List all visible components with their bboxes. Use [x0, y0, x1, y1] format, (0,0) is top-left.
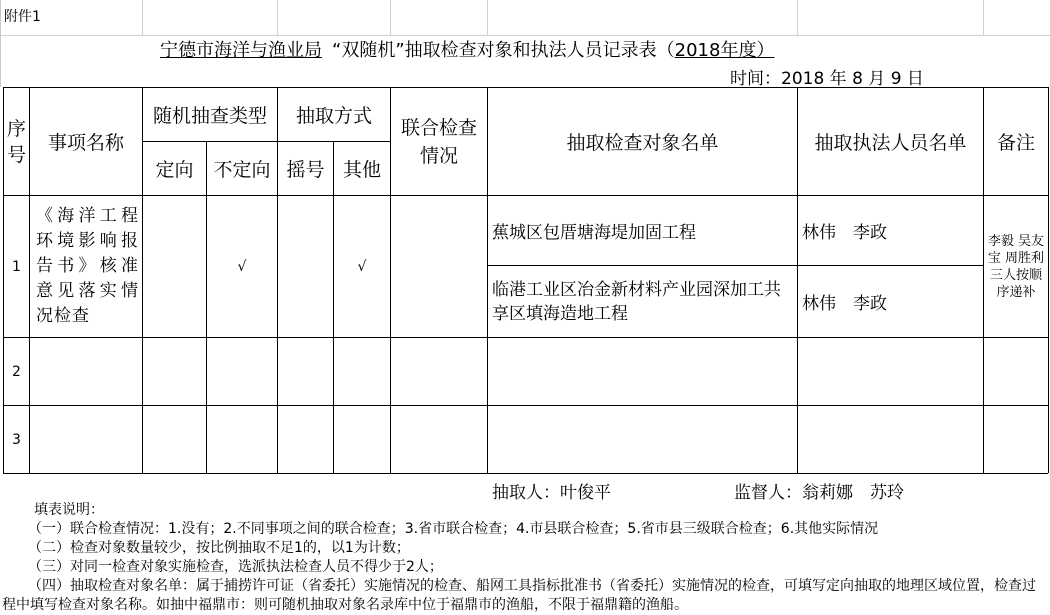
row-2-seq: 2 — [12, 363, 21, 380]
title-org: 宁德市海洋与渔业局 — [160, 40, 322, 61]
header-other: 其他 — [342, 159, 381, 181]
row-1-officers-1: 林伟 李政 — [802, 223, 887, 243]
notes-section — [2, 501, 1043, 615]
note-3: （三）对同一检查对象实施检查，选派执法检查人员不得少于2人； — [28, 559, 443, 575]
header-undirected: 不定向 — [213, 159, 271, 181]
header-random-type: 随机抽查类型 — [152, 105, 267, 127]
header-item-name: 事项名称 — [47, 132, 124, 154]
row-1-remarks: 李毅 吴友宝 周胜利三人按顺序递补 — [987, 233, 1045, 300]
header-joint: 联合检查情况 — [400, 116, 477, 167]
row-1-officers-2: 林伟 李政 — [802, 294, 887, 314]
row-1-other-mark: √ — [357, 258, 367, 275]
row-1-item: 《海洋工程环境影响报告书》核准意见落实情况检查 — [36, 206, 139, 326]
notes-heading: 填表说明： — [34, 502, 104, 518]
row-1-undirected-mark: √ — [237, 258, 247, 275]
note-1: （一）联合检查情况：1.没有；2.不同事项之间的联合检查；3.省市联合检查；4.市县联合检查；5.省市县三级联合检查；6.其他实际情况 — [28, 521, 879, 537]
header-remarks: 备注 — [996, 132, 1035, 154]
header-directed: 定向 — [155, 159, 194, 181]
attachment-label: 附件1 — [4, 9, 41, 25]
date-label: 时间： — [730, 69, 781, 89]
supervisor: 监督人：翁莉娜 苏玲 — [734, 483, 904, 503]
date-value: 2018 年 8 月 9 日 — [781, 69, 924, 89]
header-seq: 序号 — [6, 117, 26, 166]
row-1-seq: 1 — [12, 258, 21, 275]
title-year: 2018年度） — [674, 40, 775, 61]
header-officers: 抽取执法人员名单 — [814, 132, 967, 154]
extractor: 抽取人：叶俊平 — [492, 483, 611, 503]
row-3-seq: 3 — [12, 431, 21, 448]
header-method: 抽取方式 — [295, 105, 372, 127]
title-main: “双随机”抽取检查对象和执法人员记录表（ — [332, 40, 675, 61]
note-2: （二）检查对象数量较少，按比例抽取不足1的，以1为计数； — [28, 540, 410, 556]
header-lottery: 摇号 — [286, 159, 325, 181]
row-1-target-1: 蕉城区包厝塘海堤加固工程 — [492, 223, 696, 243]
header-targets: 抽取检查对象名单 — [566, 132, 719, 154]
note-4: （四）抽取检查对象名单：属于捕捞许可证（省委托）实施情况的检查、船网工具指标批准书（省委托）实施情况的检查，可填写定向抽取的地理区域位置，检查过程中填写检查对象名称。如抽中福鼎市：则可随机抽取对象名录库中位于福鼎市的渔船，不限于福鼎籍的渔船。 — [2, 578, 1036, 613]
row-1-target-2: 临港工业区冶金新材料产业园深加工共享区填海造地工程 — [492, 279, 781, 324]
